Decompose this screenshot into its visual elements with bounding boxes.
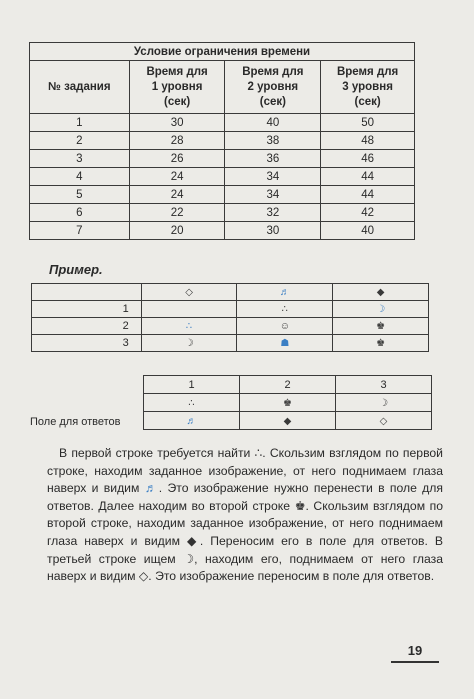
cell: [141, 284, 237, 301]
diamond-filled-icon: ◆: [376, 287, 385, 298]
cell: 3: [30, 150, 130, 168]
cell: 2: [240, 376, 336, 394]
diamond-filled-icon: ◆: [283, 415, 292, 427]
answer-field-grid: [143, 375, 432, 430]
cell: 40: [321, 222, 415, 240]
row-number: 2: [32, 318, 142, 335]
table-row: [30, 132, 415, 150]
three-dots-icon: ∴: [254, 446, 263, 460]
example-title: Пример.: [49, 262, 103, 277]
cell: 4: [30, 168, 130, 186]
text: . Это изображение переносим в поле для ответов.: [148, 569, 435, 584]
music-note-icon: ♬: [279, 287, 290, 298]
cell: [144, 412, 240, 430]
header-level-1: Время для 1 уровня (сек): [129, 61, 225, 114]
cell: 26: [129, 150, 225, 168]
text: В первой строке требуется найти: [59, 446, 251, 460]
cell: 36: [225, 150, 321, 168]
cell: 30: [129, 114, 225, 132]
three-dots-icon: ∴: [281, 304, 289, 315]
text: . Скользим взглядом по первой строке, находим заданное изображение, от него поднимаем глаза наверх и видим: [47, 446, 443, 496]
text: , находим его, поднимаем от него глаза наверх и видим: [47, 551, 443, 584]
cell: 34: [225, 186, 321, 204]
crown-icon: ♚: [283, 397, 292, 409]
cell: 28: [129, 132, 225, 150]
music-note-icon: ♬: [144, 481, 159, 496]
cell: 3: [336, 376, 432, 394]
answer-number-row: [144, 376, 432, 394]
table-row: [30, 186, 415, 204]
text: . Скользим взглядом по второй строке, находим заданное изображение, от него поднимаем глаза наверх и видим: [47, 498, 444, 548]
cell: [237, 284, 333, 301]
cell: [333, 284, 429, 301]
crown-icon: ♚: [376, 321, 386, 332]
shield-icon: ☗: [280, 338, 290, 349]
cell: 1: [30, 114, 130, 132]
header-task-number: № задания: [30, 61, 130, 114]
cell: 40: [225, 114, 321, 132]
crown-icon: ♚: [376, 338, 386, 349]
table-row: [30, 114, 415, 132]
example-row: [32, 335, 429, 352]
cell: 24: [129, 186, 225, 204]
diamond-outline-icon: ◇: [138, 569, 149, 584]
cell: [237, 301, 333, 318]
diamond-outline-icon: ◇: [185, 287, 193, 298]
crescent-icon: ☽: [184, 338, 194, 349]
example-header-row: [32, 284, 429, 301]
cell: 2: [30, 132, 130, 150]
cell: [141, 301, 237, 318]
time-limit-table: [29, 42, 415, 240]
cell: [240, 412, 336, 430]
cell: 32: [225, 204, 321, 222]
cell: 34: [225, 168, 321, 186]
cell: [141, 318, 237, 335]
explanation-paragraph: [47, 445, 443, 586]
cell: 44: [321, 186, 415, 204]
cell: 44: [321, 168, 415, 186]
answer-field-label: Поле для ответов: [30, 416, 121, 428]
cell: [141, 335, 237, 352]
cell: 20: [129, 222, 225, 240]
crescent-icon: ☽: [183, 551, 195, 566]
cell: 5: [30, 186, 130, 204]
crescent-icon: ☽: [376, 304, 386, 315]
page-number: 19: [391, 643, 439, 663]
header-level-2: Время для 2 уровня (сек): [225, 61, 321, 114]
row-number: 3: [32, 335, 142, 352]
cell: [333, 335, 429, 352]
cell: 7: [30, 222, 130, 240]
cell: [336, 394, 432, 412]
crown-icon: ♚: [294, 498, 306, 513]
example-grid: [31, 283, 429, 352]
text: . Это изображение нужно перенести в поле для ответов. Далее находим во второй строке: [47, 481, 443, 513]
answer-row: [144, 412, 432, 430]
cell: 24: [129, 168, 225, 186]
music-note-icon: ♬: [186, 415, 197, 427]
three-dots-icon: ∴: [185, 321, 193, 332]
cell: 42: [321, 204, 415, 222]
diamond-outline-icon: ◇: [379, 415, 388, 427]
cell: [237, 318, 333, 335]
cell: 48: [321, 132, 415, 150]
cell: 30: [225, 222, 321, 240]
cell: [144, 394, 240, 412]
cell: 46: [321, 150, 415, 168]
cell: [240, 394, 336, 412]
cell: 38: [225, 132, 321, 150]
table-row: [30, 204, 415, 222]
diamond-filled-icon: ◆: [186, 533, 200, 548]
header-level-3: Время для 3 уровня (сек): [321, 61, 415, 114]
table-row: [30, 168, 415, 186]
table-row: [30, 150, 415, 168]
text: . Переносим его в поле для ответов. В третьей строке ищем: [47, 533, 444, 566]
cell: 6: [30, 204, 130, 222]
table-caption: Условие ограничения времени: [30, 43, 415, 61]
answer-row: [144, 394, 432, 412]
smiley-icon: ☺: [279, 321, 290, 332]
example-row: [32, 301, 429, 318]
cell: 1: [144, 376, 240, 394]
cell: [333, 318, 429, 335]
cell: [336, 412, 432, 430]
cell: [333, 301, 429, 318]
table-row: [30, 222, 415, 240]
three-dots-icon: ∴: [188, 397, 195, 409]
cell: 50: [321, 114, 415, 132]
crescent-icon: ☽: [379, 397, 388, 409]
cell: 22: [129, 204, 225, 222]
example-row: [32, 318, 429, 335]
row-number: 1: [32, 301, 142, 318]
cell: [32, 284, 142, 301]
cell: [237, 335, 333, 352]
